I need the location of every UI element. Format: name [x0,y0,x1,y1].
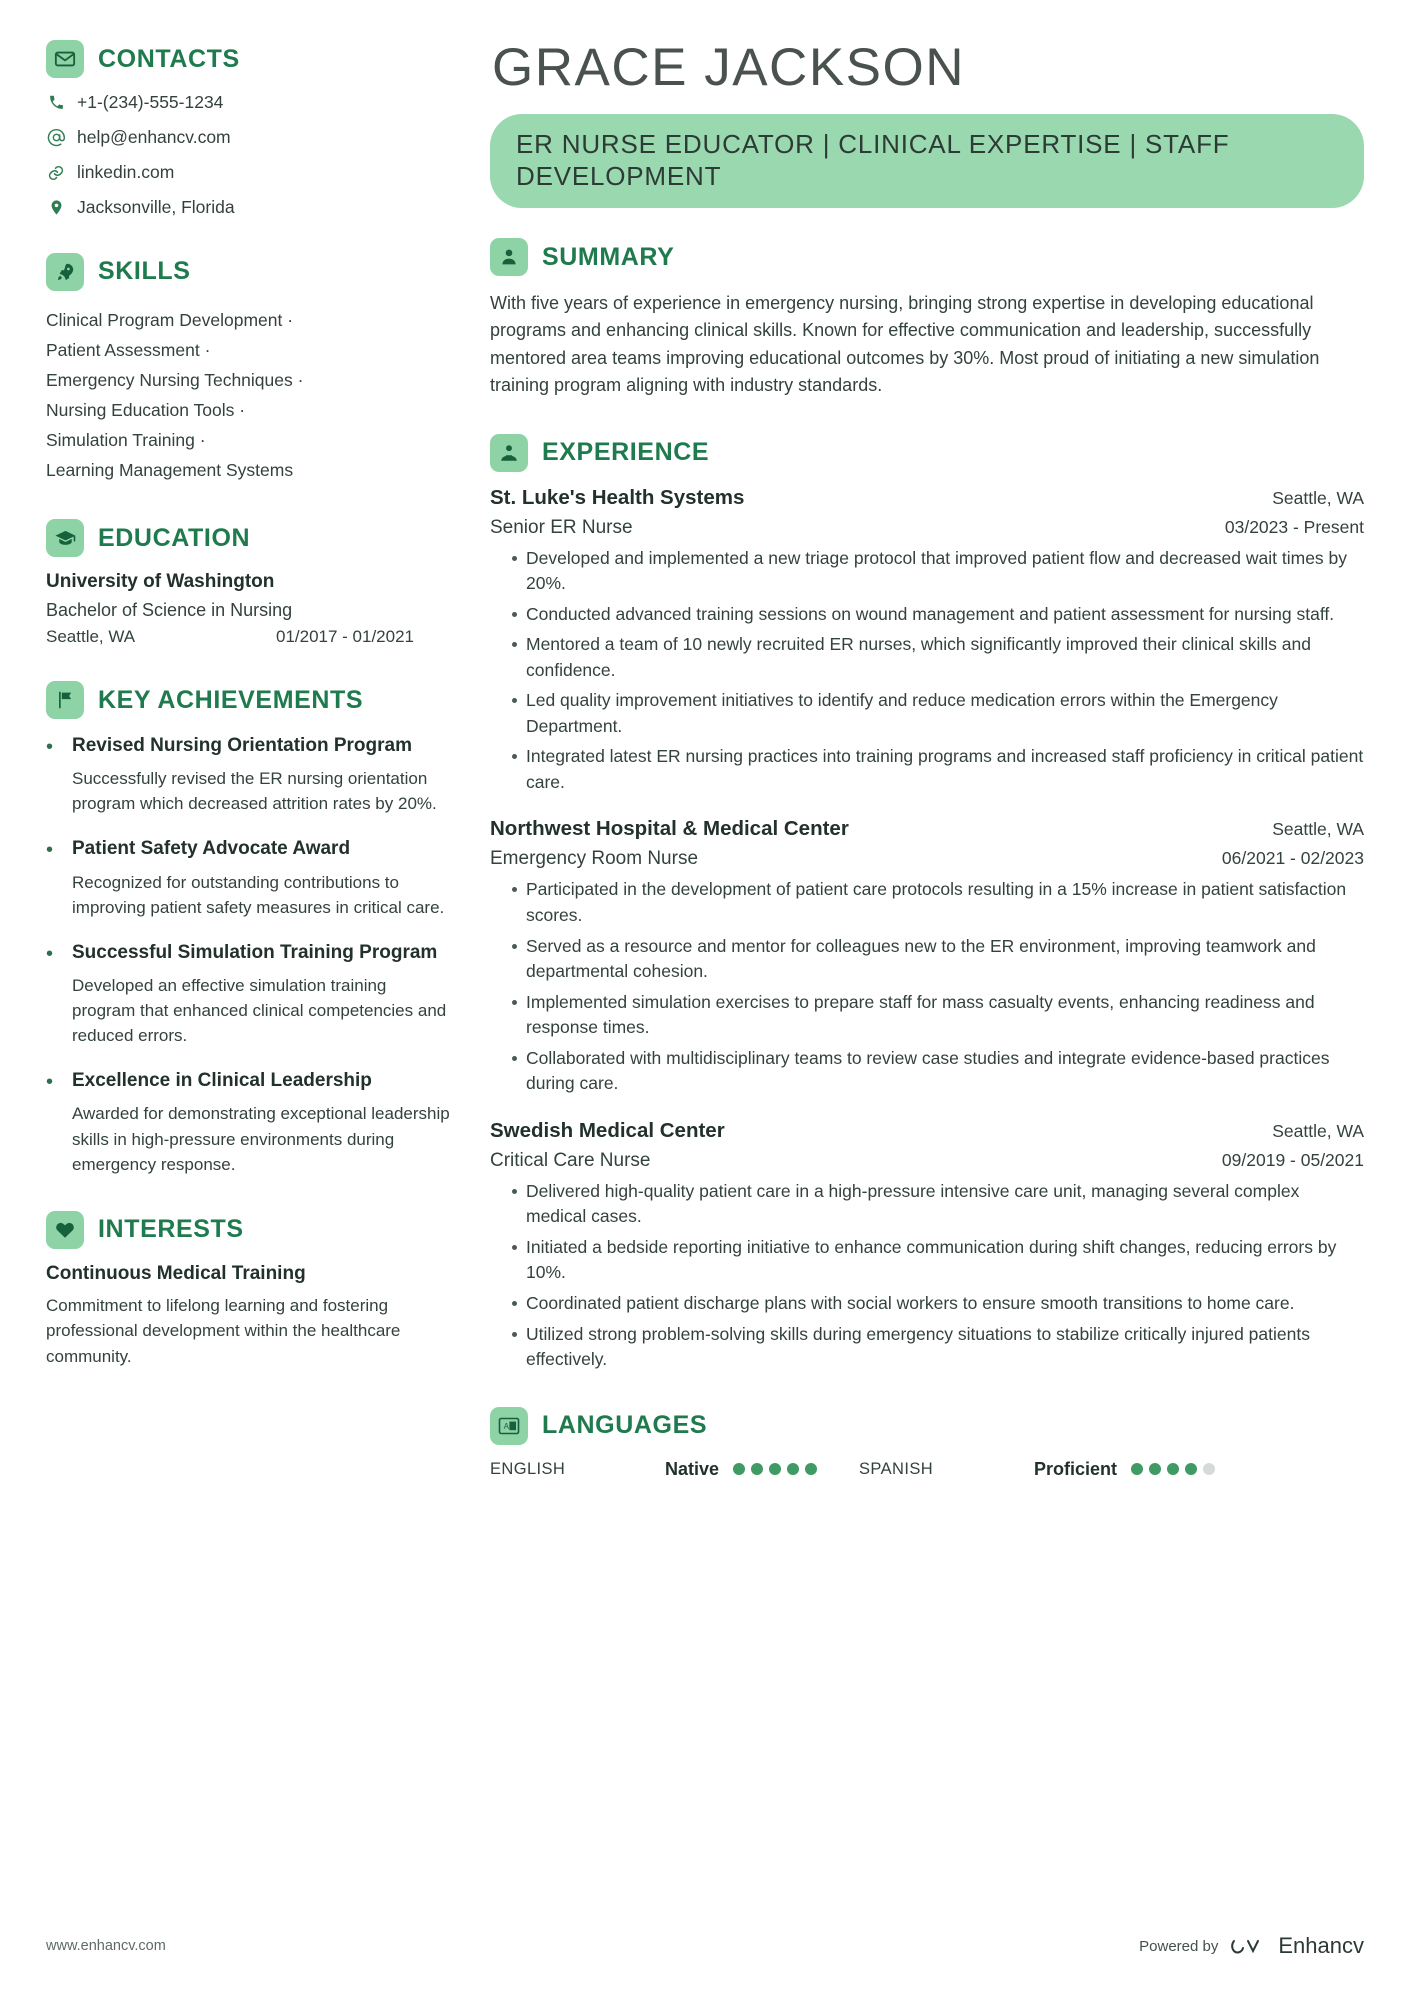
achievement-title: Successful Simulation Training Program [72,941,438,963]
experience-item [490,486,1364,796]
rating-dot [1185,1463,1197,1475]
experience-role: Emergency Room Nurse [490,848,699,870]
experience-title: EXPERIENCE [542,438,710,467]
experience-dates: 06/2021 - 02/2023 [1221,848,1364,869]
experience-bullet: Participated in the development of patient care protocols resulting in a 15% increase in patient satisfaction scores. [512,877,1364,928]
experience-bullets [490,546,1364,796]
two-column-layout [46,40,1364,1480]
achievement-item [46,733,454,816]
experience-dates: 09/2019 - 05/2021 [1221,1149,1364,1170]
briefcase-person-icon [490,434,528,472]
at-icon [46,128,66,147]
experience-bullet: Coordinated patient discharge plans with social workers to ensure smooth transitions to home care. [512,1291,1364,1317]
rating-dot [769,1463,781,1475]
contact-phone[interactable] [46,92,454,114]
contacts-section [46,40,454,219]
achievements-heading [46,681,454,719]
location-pin-icon [46,199,66,216]
experience-item-header [490,817,1364,841]
experience-bullet: Mentored a team of 10 newly recruited ER nurses, which significantly improved their clinical skills and confidence. [512,632,1364,683]
experience-section [490,434,1364,1373]
language-level: Proficient [1034,1458,1118,1479]
summary-section [490,238,1364,399]
education-school: University of Washington [46,571,275,593]
experience-heading [490,434,1364,472]
rating-dot [1167,1463,1179,1475]
contact-location[interactable] [46,197,454,219]
interest-title: Continuous Medical Training [46,1262,306,1284]
bullet-icon: • [46,942,54,965]
skill-item: Simulation Training · [46,429,206,450]
summary-title: SUMMARY [542,242,675,271]
link-icon [46,164,66,182]
education-degree: Bachelor of Science in Nursing [46,600,293,621]
rating-dot [805,1463,817,1475]
enhancv-logo [1230,1933,1364,1959]
skills-section [46,253,454,486]
experience-bullet: Developed and implemented a new triage protocol that improved patient flow and decreased wait times by 20%. [512,546,1364,597]
interests-heading [46,1211,454,1249]
page-title: GRACE JACKSON [492,38,966,97]
achievement-item [46,940,454,1049]
experience-location: Seattle, WA [1272,819,1364,840]
experience-bullet: Served as a resource and mentor for colleagues new to the ER environment, improving teamwork and departmental cohesion. [512,934,1364,985]
person-icon [490,238,528,276]
education-section [46,519,454,647]
experience-bullet: Delivered high-quality patient care in a high-pressure intensive care unit, managing several complex medical cases. [512,1179,1364,1230]
experience-company: St. Luke's Health Systems [490,485,745,509]
education-heading [46,519,454,557]
rocket-icon [46,253,84,291]
achievement-description: Awarded for demonstrating exceptional leadership skills in high-pressure environments during emergency response. [72,1104,450,1174]
experience-item-subheader [490,848,1364,870]
footer-url[interactable]: www.enhancv.com [46,1938,166,1954]
envelope-icon [46,40,84,78]
experience-bullet: Integrated latest ER nursing practices into training programs and increased staff proficiency in critical patient care. [512,744,1364,795]
experience-role: Senior ER Nurse [490,516,633,538]
rating-dot [1149,1463,1161,1475]
language-name: ENGLISH [490,1459,566,1478]
phone-icon [46,94,66,111]
experience-item-header [490,1119,1364,1143]
interest-item [46,1263,454,1370]
skill-item: Emergency Nursing Techniques · [46,369,304,390]
summary-text: With five years of experience in emergency nursing, bringing strong expertise in developing educational programs and enhancing clinical skills. Known for effective communication and leadership, successfully mentored area teams improving educational outcomes by 30%. Most proud of initiating a new simulation training program aligning with industry standards. [490,293,1320,396]
education-location: Seattle, WA [46,627,136,647]
experience-location: Seattle, WA [1272,1120,1364,1141]
contacts-list [46,92,454,219]
contact-email[interactable] [46,127,454,149]
left-column [46,40,476,1369]
experience-bullets [490,877,1364,1096]
experience-company: Northwest Hospital & Medical Center [490,817,849,841]
achievement-title: Excellence in Clinical Leadership [72,1070,372,1092]
right-column [476,40,1364,1480]
skills-title: SKILLS [98,257,191,285]
rating-dot [1131,1463,1143,1475]
language-rating-dots [1131,1463,1215,1475]
language-name: SPANISH [859,1459,934,1478]
achievement-title: Patient Safety Advocate Award [72,838,351,860]
translate-icon [490,1407,528,1445]
contact-email-value: help@enhancv.com [77,126,231,147]
interest-description: Commitment to lifelong learning and fostering professional development within the healthcare community. [46,1295,401,1366]
interests-section [46,1211,454,1370]
skill-item: Nursing Education Tools · [46,399,246,420]
flag-icon [46,681,84,719]
headline-banner: ER NURSE EDUCATOR | CLINICAL EXPERTISE | STAFF DEVELOPMENT [490,114,1364,208]
education-entry [46,571,454,647]
languages-title: LANGUAGES [542,1411,708,1440]
skill-item: Clinical Program Development · [46,309,294,330]
footer-branding [1139,1933,1364,1959]
experience-item-header [490,486,1364,510]
experience-item [490,1119,1364,1373]
education-dates: 01/2017 - 01/2021 [275,627,414,647]
languages-list [490,1459,1364,1480]
language-item [490,1459,817,1480]
rating-dot [751,1463,763,1475]
page-footer [46,1933,1364,1959]
achievement-description: Successfully revised the ER nursing orientation program which decreased attrition rates by 20%. [72,769,437,814]
rating-dot [733,1463,745,1475]
language-level: Native [665,1458,720,1479]
heart-icon [46,1211,84,1249]
languages-heading [490,1407,1364,1445]
education-title: EDUCATION [98,523,251,552]
bullet-icon: • [46,839,54,862]
achievement-description: Developed an effective simulation training program that enhanced clinical competencies and reduced errors. [72,975,447,1046]
experience-role: Critical Care Nurse [490,1149,651,1171]
bullet-icon: • [46,1071,54,1094]
experience-bullets [490,1179,1364,1373]
skills-list [46,305,454,486]
bullet-icon: • [46,736,54,759]
experience-company: Swedish Medical Center [490,1118,725,1142]
experience-item [490,817,1364,1096]
skills-heading [46,253,454,291]
education-meta [46,627,454,647]
summary-heading [490,238,1364,276]
experience-bullet: Collaborated with multidisciplinary teams to review case studies and integrate evidence-based practices during care. [512,1046,1364,1097]
experience-item-subheader [490,517,1364,539]
experience-bullet: Utilized strong problem-solving skills during emergency situations to stabilize critically injured patients effectively. [512,1322,1364,1373]
graduation-cap-icon [46,519,84,557]
rating-dot-empty [1203,1463,1215,1475]
contact-location-value: Jacksonville, Florida [77,196,235,217]
achievements-title: KEY ACHIEVEMENTS [98,685,364,714]
svg-text:A: A [503,1421,509,1431]
rating-dot [787,1463,799,1475]
experience-bullet: Led quality improvement initiatives to identify and reduce medication errors within the Emergency Department. [512,688,1364,739]
achievement-description: Recognized for outstanding contributions to improving patient safety measures in critical care. [72,872,445,917]
skill-item: Learning Management Systems [46,459,294,480]
interests-title: INTERESTS [98,1215,244,1244]
skill-item: Patient Assessment · [46,339,211,360]
enhancv-wordmark: Enhancv [1278,1933,1364,1958]
language-item [859,1459,1215,1480]
contacts-heading [46,40,454,78]
experience-location: Seattle, WA [1272,487,1364,508]
experience-dates: 03/2023 - Present [1224,516,1364,537]
powered-by-label: Powered by [1139,1937,1219,1955]
achievement-item [46,1068,454,1177]
languages-section [490,1407,1364,1480]
achievement-title: Revised Nursing Orientation Program [72,735,412,757]
contacts-title: CONTACTS [98,44,240,73]
experience-bullet: Initiated a bedside reporting initiative to enhance communication during shift changes, reducing errors by 10%. [512,1235,1364,1286]
achievement-item [46,836,454,919]
contact-phone-value: +1-(234)-555-1234 [77,92,224,112]
experience-bullet: Conducted advanced training sessions on wound management and patient assessment for nursing staff. [512,602,1364,628]
achievements-section [46,681,454,1177]
experience-bullet: Implemented simulation exercises to prepare staff for mass casualty events, enhancing readiness and response times. [512,990,1364,1041]
experience-item-subheader [490,1150,1364,1172]
language-rating-dots [733,1463,817,1475]
contact-link-value: linkedin.com [77,161,175,182]
contact-link[interactable] [46,162,454,184]
